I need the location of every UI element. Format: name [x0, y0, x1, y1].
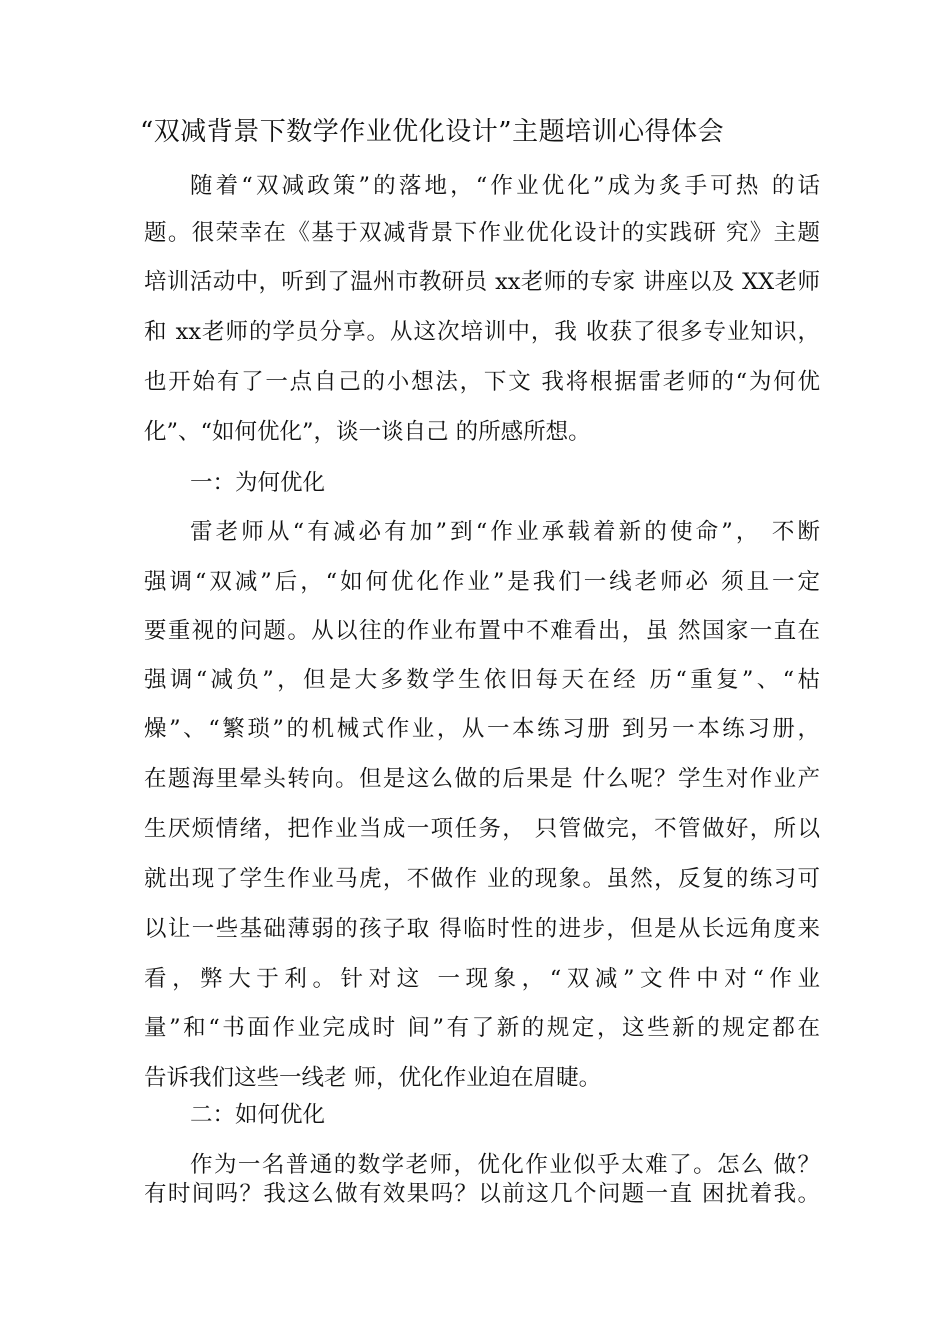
document-title: “双减背景下数学作业优化设计”主题培训心得体会 — [140, 117, 725, 147]
section1-line-12: 告诉我们这些一线老 师，优化作业迫在眉睫。 — [144, 1065, 602, 1091]
intro-line-3: 培训活动中，听到了温州市教研员 xx老师的专家 讲座以及 XX老师 — [144, 269, 820, 295]
section1-line-2: 强调“双减”后，“如何优化作业”是我们一线老师必 须且一定 — [144, 569, 820, 595]
section1-line-6: 在题海里晕头转向。但是这么做的后果是 什么呢？学生对作业产 — [144, 766, 820, 792]
intro-line-5: 也开始有了一点自己的小想法，下文 我将根据雷老师的“为何优 — [144, 369, 820, 395]
section1-line-8: 就出现了学生作业马虎，不做作 业的现象。虽然，反复的练习可 — [144, 866, 820, 892]
section1-line-11: 量”和“书面作业完成时 间”有了新的规定，这些新的规定都在 — [144, 1015, 820, 1041]
intro-line-6: 化”、“如何优化”，谈一谈自己 的所感所想。 — [144, 419, 591, 445]
section1-line-5: 燥”、“繁琐”的机械式作业，从一本练习册 到另一本练习册， — [144, 716, 820, 742]
intro-line-4: 和 xx老师的学员分享。从这次培训中，我 收获了很多专业知识， — [144, 319, 820, 345]
section-heading-how: 二：如何优化 — [190, 1102, 326, 1128]
section1-line-10: 看，弊大于利。针对这 一现象，“双减”文件中对“作业 — [144, 966, 820, 992]
section1-line-1: 雷老师从“有减必有加”到“作业承载着新的使命”， 不断 — [190, 519, 820, 545]
intro-line-2: 题。很荣幸在《基于双减背景下作业优化设计的实践研 究》主题 — [144, 220, 820, 246]
section-heading-why: 一：为何优化 — [190, 470, 326, 496]
section2-line-2: 有时间吗？我这么做有效果吗？以前这几个问题一直 困扰着我。 — [144, 1181, 820, 1207]
section2-line-1: 作为一名普通的数学老师，优化作业似乎太难了。怎么 做？ — [190, 1152, 820, 1178]
section1-line-7: 生厌烦情绪，把作业当成一项任务， 只管做完，不管做好，所以 — [144, 816, 820, 842]
section1-line-4: 强调“减负”，但是大多数学生依旧每天在经 历“重复”、“枯 — [144, 667, 820, 693]
section1-line-3: 要重视的问题。从以往的作业布置中不难看出，虽 然国家一直在 — [144, 618, 820, 644]
intro-line-1: 随着“双减政策”的落地，“作业优化”成为炙手可热 的话 — [190, 173, 820, 199]
section1-line-9: 以让一些基础薄弱的孩子取 得临时性的进步，但是从长远角度来 — [144, 916, 820, 942]
